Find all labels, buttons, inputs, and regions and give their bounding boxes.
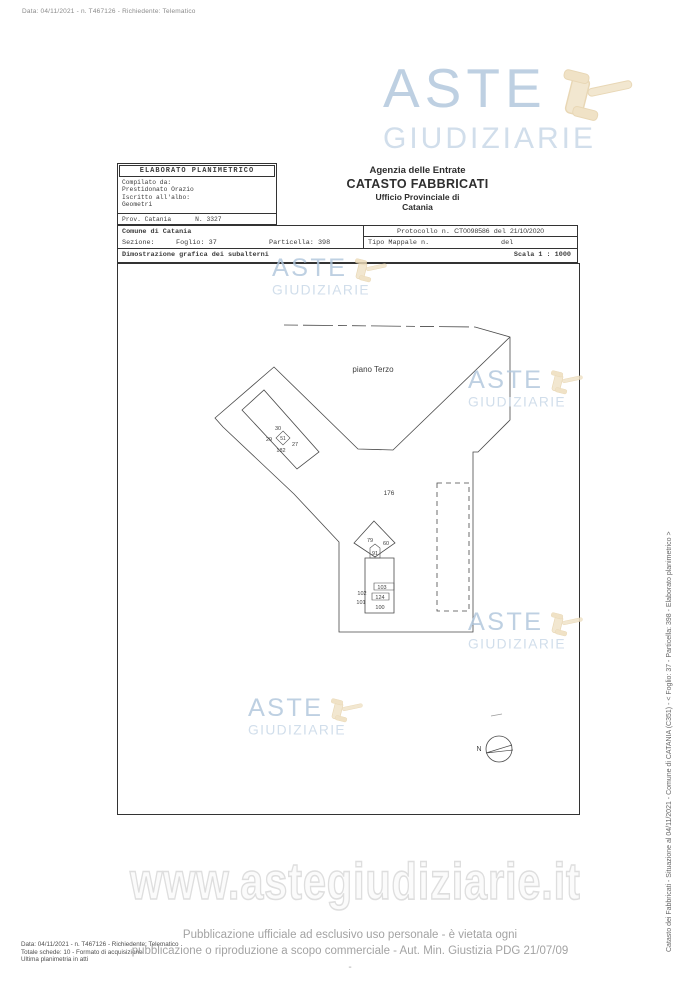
gavel-icon xyxy=(544,611,584,639)
website-watermark: www.astegiudiziarie.it xyxy=(130,853,581,911)
footer-meta-line3: Ultima planimetria in atti xyxy=(21,956,89,964)
scala-value: Scala 1 : 1000 xyxy=(513,251,571,259)
aste-giudiziarie-watermark xyxy=(248,692,364,738)
plan-label-60: 60 xyxy=(382,541,390,547)
logo-word-giudiziarie: GIUDIZIARIE xyxy=(272,282,370,298)
plan-label-30: 30 xyxy=(274,426,282,432)
ufficio-provinciale-label: Ufficio Provinciale di xyxy=(375,192,460,202)
publication-notice-line1: Pubblicazione ufficiale ad esclusivo uso personale - è vietata ogni xyxy=(182,929,518,941)
comune-cell xyxy=(118,226,364,248)
agency-name: Agenzia delle Entrate xyxy=(369,165,466,176)
footer-meta-line2: Totale schede: 10 - Formato di acquisizione xyxy=(21,948,143,956)
protocollo-date: 21/10/2020 xyxy=(510,228,545,235)
ufficio-city: Catania xyxy=(402,202,433,212)
side-vertical-reference: Catasto dei Fabbricati - Situazione al 04/11/2021 - Comune di CATANIA (C351) - < Foglio: 37 - Particella: 398 - Elaborato planimetrico > xyxy=(666,531,673,952)
albo-number: N. 3327 xyxy=(195,216,222,223)
plan-label-27: 27 xyxy=(291,442,299,448)
plan-label-102: 102 xyxy=(357,591,367,597)
compilato-da-label: Compilato da: xyxy=(122,179,172,186)
logo-word-aste: ASTE xyxy=(248,692,324,722)
footer-meta-line1: Data: 04/11/2021 - n. T467126 - Richiedente: Telematico xyxy=(21,941,179,948)
publication-notice-dash: - xyxy=(348,962,352,973)
plan-label-n: N xyxy=(476,746,482,753)
logo-word-giudiziarie: GIUDIZIARIE xyxy=(383,122,597,155)
compass-tick xyxy=(491,714,502,716)
plan-label-182: 182 xyxy=(276,448,286,454)
protocollo-number: CT0098586 xyxy=(454,228,490,235)
iscritto-albo-value: Geometri xyxy=(122,200,153,208)
iscritto-albo-label: Iscritto all'albo: xyxy=(122,193,191,201)
foglio-value: Foglio: 37 xyxy=(176,239,217,247)
plan-label-piano-terzo: piano Terzo xyxy=(352,365,394,374)
catasto-fabbricati-title: CATASTO FABBRICATI xyxy=(346,177,489,191)
protocollo-label: Protocollo n. xyxy=(396,228,450,236)
plan-label-103: 103 xyxy=(377,585,387,591)
aste-giudiziarie-watermark xyxy=(468,606,584,652)
dimostrazione-label: Dimostrazione grafica dei subalterni xyxy=(122,251,269,259)
elaborato-title: ELABORATO PLANIMETRICO xyxy=(119,165,275,177)
compass-needle xyxy=(486,745,513,753)
logo-word-aste: ASTE xyxy=(468,606,544,636)
plan-label-29: 29 xyxy=(265,437,273,443)
publication-notice-line2: pubblicazione o riproduzione a scopo commerciale - Aut. Min. Giustizia PDG 21/07/09 xyxy=(131,945,569,957)
agency-header xyxy=(300,165,535,212)
plan-label-100: 100 xyxy=(375,605,385,611)
gavel-icon xyxy=(324,697,364,725)
prov-label: Prov. Catania xyxy=(122,216,172,223)
protocollo-del-label: del xyxy=(493,228,506,236)
logo-word-aste: ASTE xyxy=(468,364,544,394)
gavel-icon xyxy=(549,66,635,126)
protocollo-cell xyxy=(364,226,577,248)
request-meta-line: Data: 04/11/2021 - n. T467126 - Richiedente: Telematico xyxy=(22,8,196,15)
logo-word-aste: ASTE xyxy=(383,57,547,119)
gavel-icon xyxy=(348,257,388,285)
dashed-annex-rect xyxy=(437,483,469,611)
sezione-label: Sezione: xyxy=(122,239,155,247)
particella-value: Particella: 398 xyxy=(269,239,331,247)
elaborato-planimetrico-box xyxy=(117,163,277,225)
plan-label-124: 124 xyxy=(375,595,385,601)
plan-label-91: 91 xyxy=(371,551,379,557)
logo-word-giudiziarie: GIUDIZIARIE xyxy=(468,394,566,410)
plan-label-176: 176 xyxy=(383,490,395,497)
aste-giudiziarie-watermark xyxy=(383,57,635,155)
aste-giudiziarie-watermark xyxy=(468,364,584,410)
gavel-icon xyxy=(544,369,584,397)
plan-label-51: 51 xyxy=(280,436,286,442)
plan-top-edge xyxy=(284,325,475,327)
tipo-mappale-del-label: del xyxy=(501,239,514,247)
compilato-da-value: Prestidonato Orazio xyxy=(122,186,194,194)
logo-word-aste: ASTE xyxy=(272,252,348,282)
tipo-mappale-label: Tipo Mappale n. xyxy=(368,239,430,247)
logo-word-giudiziarie: GIUDIZIARIE xyxy=(468,636,566,652)
plan-label-79: 79 xyxy=(366,538,374,544)
logo-word-giudiziarie: GIUDIZIARIE xyxy=(248,722,346,738)
comune-value: Comune di Catania xyxy=(122,228,192,236)
aste-giudiziarie-watermark xyxy=(272,252,388,298)
plan-label-101: 101 xyxy=(356,600,366,606)
